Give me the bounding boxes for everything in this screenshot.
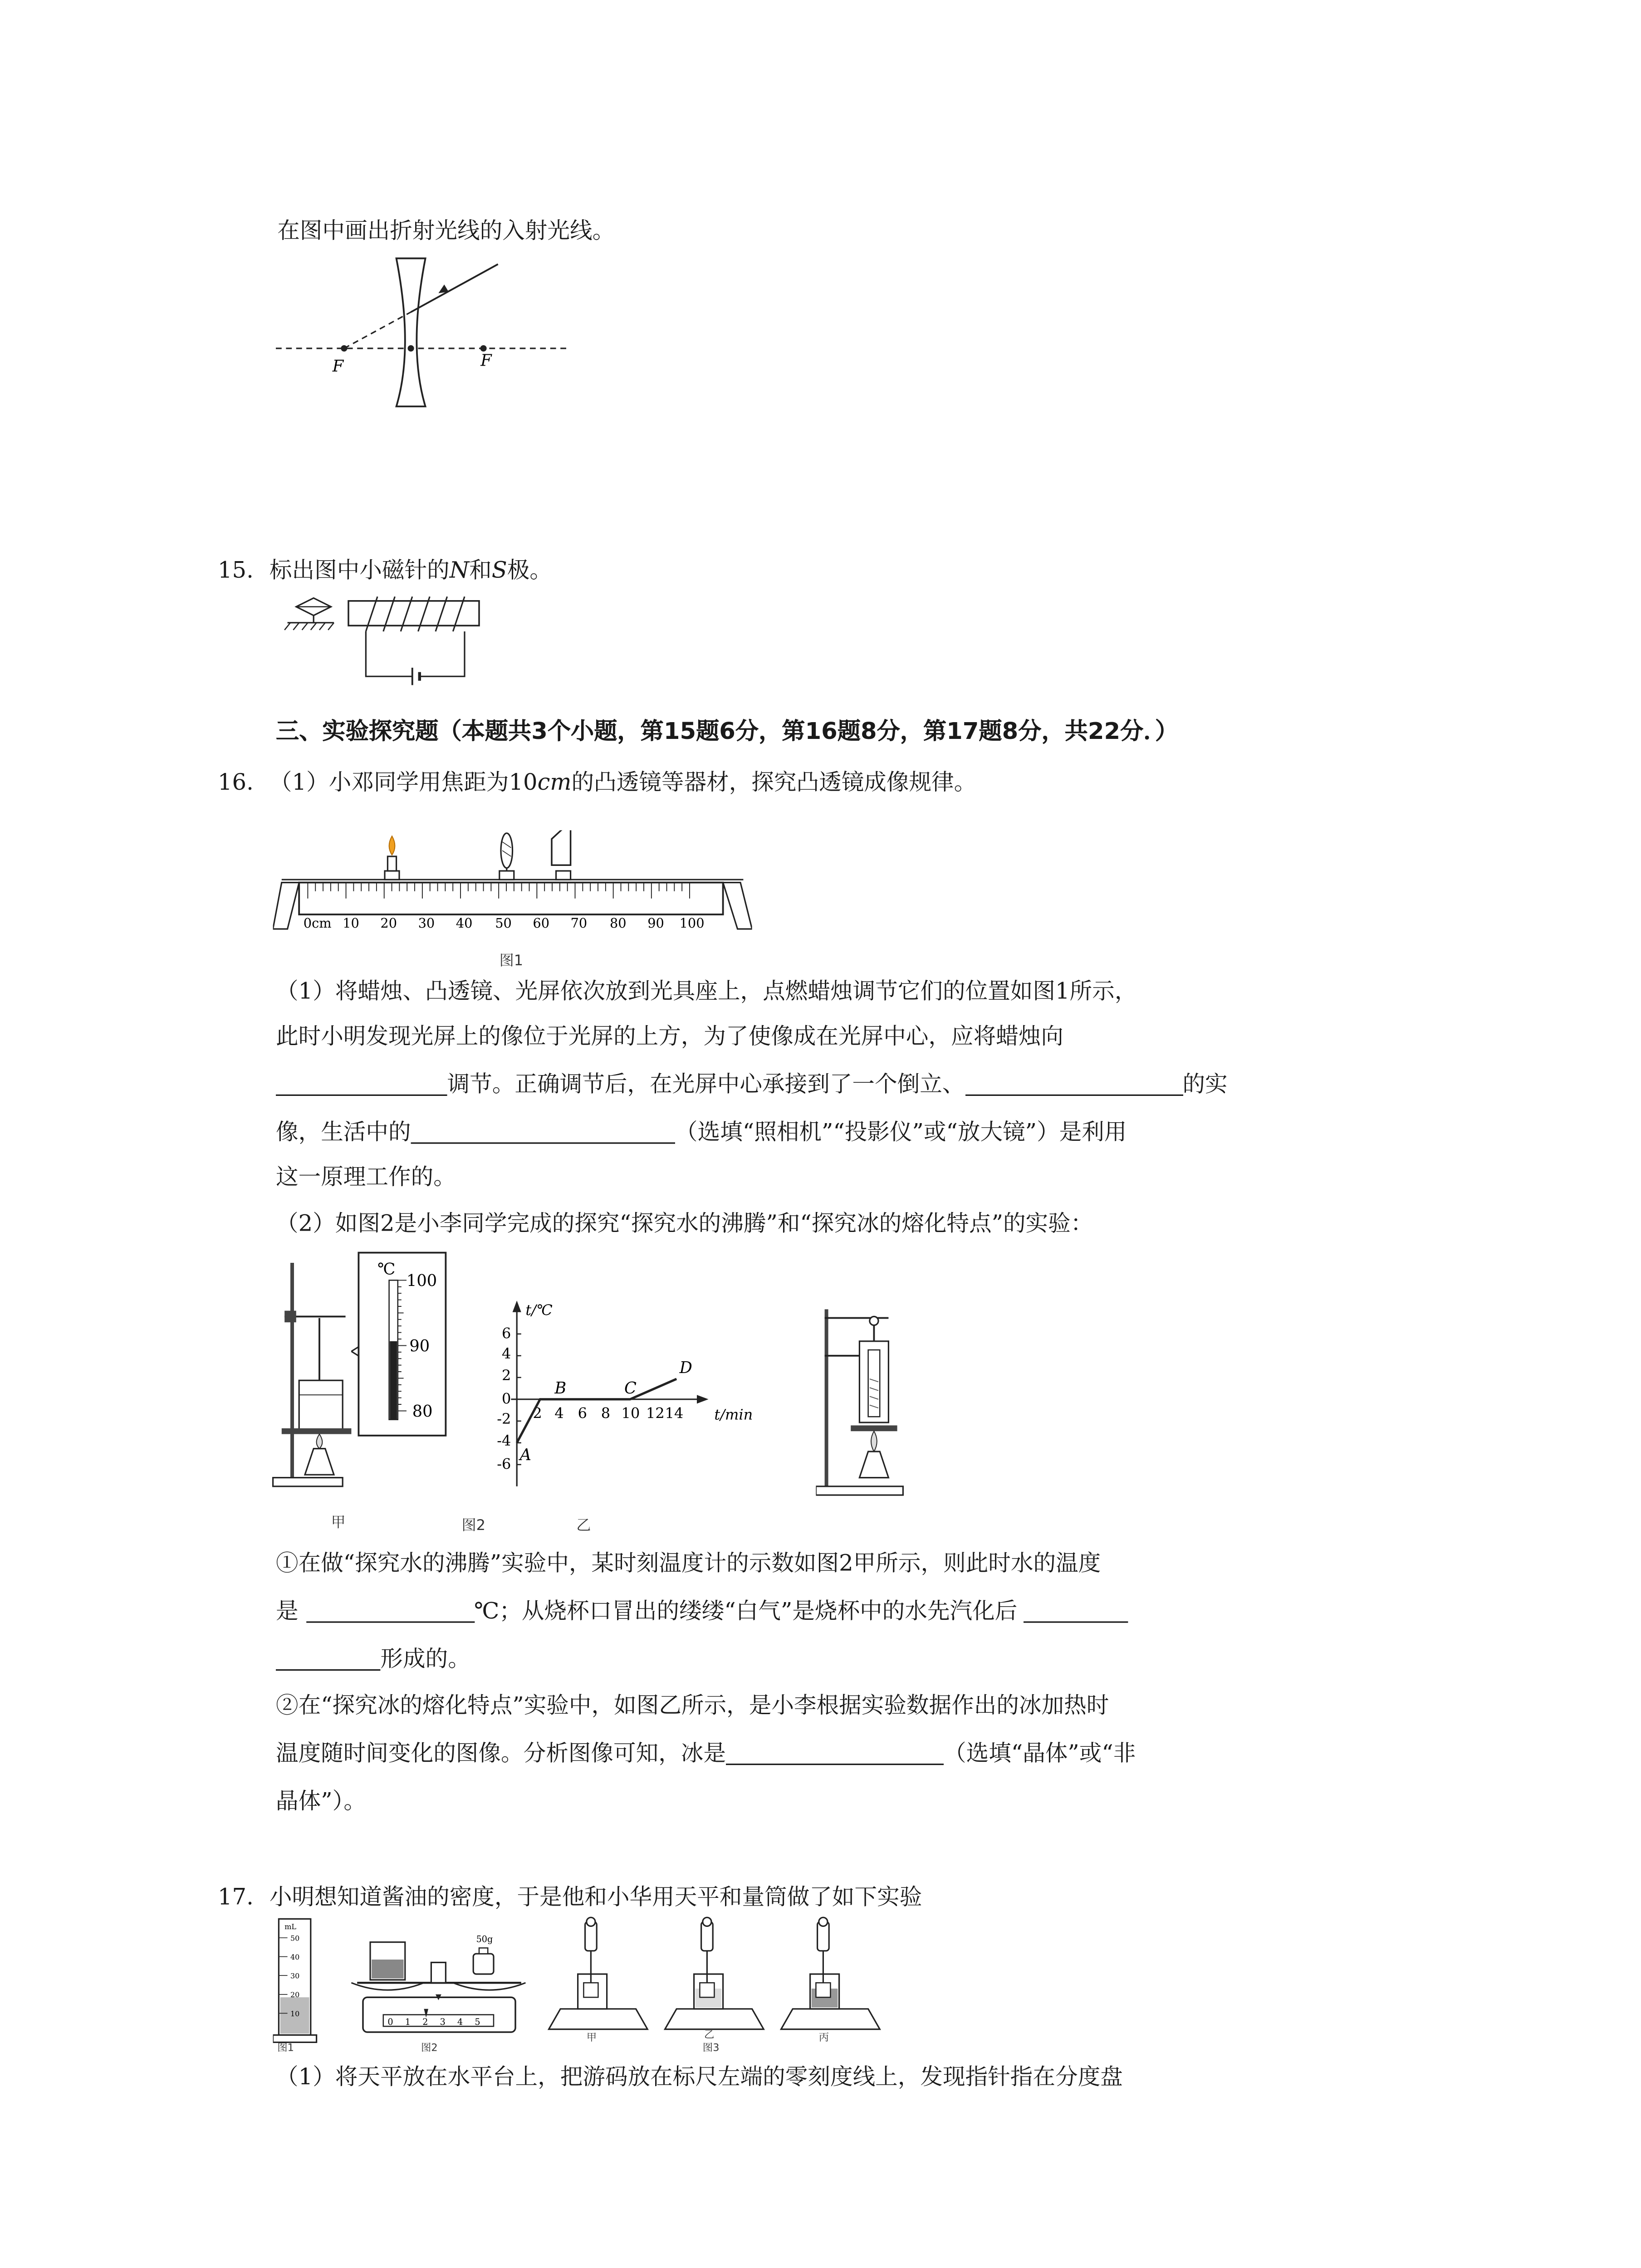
beaker <box>299 1380 343 1431</box>
q17-prompt-line <box>218 1881 922 1913</box>
setup-jia <box>549 1917 648 2029</box>
q16-p1-line4: 像，生活中的 （选填“照相机”“投影仪”或“放大镜”）是利用 <box>276 1119 1127 1145</box>
svg-text:40: 40 <box>290 1953 300 1961</box>
svg-text:60: 60 <box>533 915 550 931</box>
focus-left-dot <box>341 345 347 352</box>
svg-text:10: 10 <box>290 2009 300 2018</box>
q17-fig3-label: 图3 <box>702 2042 720 2054</box>
svg-text:100: 100 <box>407 1271 437 1290</box>
y-tick-labels <box>497 1325 511 1472</box>
focus-right-label: F <box>480 351 492 370</box>
ice-melting-apparatus <box>816 1306 917 1498</box>
svg-text:-4: -4 <box>497 1432 511 1450</box>
svg-text:0cm: 0cm <box>303 915 332 931</box>
optical-bench-figure <box>273 830 752 961</box>
balance-pillar <box>431 1962 446 1983</box>
svg-text:2: 2 <box>533 1404 542 1422</box>
circuit-wire-left <box>366 631 412 676</box>
q17-fig1-label: 图1 <box>277 2042 294 2054</box>
svg-text:-6: -6 <box>497 1455 511 1473</box>
svg-text:4: 4 <box>457 2017 463 2027</box>
svg-text:0: 0 <box>502 1390 511 1408</box>
graduated-cylinder <box>273 1916 319 2047</box>
bench-left-leg <box>273 883 299 929</box>
fig2-caption: 图2 <box>461 1518 485 1535</box>
svg-text:12: 12 <box>646 1404 665 1422</box>
q17-number: 17. <box>218 1884 254 1911</box>
x-tick-labels <box>533 1404 683 1422</box>
q17-yi-label: 乙 <box>704 2029 715 2041</box>
spring-balance-figure <box>546 1916 882 2041</box>
q16-p2-line1: （2）如图2是小李同学完成的探究“探究水的沸腾”和“探究冰的熔化特点”的实验： <box>276 1210 1093 1237</box>
n-pole-label: N <box>449 557 470 584</box>
extension-line <box>344 312 411 348</box>
svg-text:5: 5 <box>475 2017 480 2027</box>
q16-s1-line1: ①在做“探究水的沸腾”实验中，某时刻温度计的示数如图2甲所示，则此时水的温度 <box>276 1550 1101 1577</box>
concave-lens <box>397 259 426 406</box>
section3-heading: 三、实验探究题（本题共3个小题，第15题6分，第16题8分，第17题8分，共22分．） <box>276 717 1179 745</box>
svg-text:1: 1 <box>405 2017 411 2027</box>
blank-crystal-type[interactable] <box>726 1740 944 1765</box>
ice-melting-graph <box>485 1298 775 1489</box>
q16-s1-line3: 形成的。 <box>276 1643 470 1675</box>
svg-text:20: 20 <box>380 915 397 931</box>
alcohol-lamp <box>305 1449 334 1475</box>
svg-text:0: 0 <box>387 2017 393 2027</box>
blank-candle-direction[interactable] <box>276 1071 447 1096</box>
q17-bing-label: 丙 <box>818 2032 829 2044</box>
svg-text:14: 14 <box>665 1404 684 1422</box>
bench-right-leg <box>723 883 752 929</box>
convex-lens <box>500 833 514 880</box>
svg-text:50: 50 <box>290 1934 300 1943</box>
light-screen <box>552 830 571 880</box>
q16-s2-line2: 温度随时间变化的图像。分析图像可知，冰是 （选填“晶体”或“非 <box>276 1740 1136 1767</box>
alcohol-lamp-2 <box>859 1452 888 1478</box>
thermometer-unit: ℃ <box>377 1260 396 1279</box>
q17-jia-label: 甲 <box>586 2032 597 2044</box>
q15-number: 15. <box>218 557 254 584</box>
fig2-label-jia: 甲 <box>331 1515 346 1531</box>
svg-text:4: 4 <box>554 1404 564 1422</box>
point-d-label: D <box>679 1359 692 1378</box>
refracted-ray <box>411 264 498 312</box>
setup-bing <box>781 1917 880 2029</box>
blank-state-change-part1[interactable] <box>1023 1598 1127 1623</box>
cylinder-unit: mL <box>284 1922 296 1931</box>
q16-s2-line3: 晶体”）。 <box>276 1788 366 1814</box>
q16-s2-line1: ②在“探究冰的熔化特点”实验中，如图乙所示，是小李根据实验数据作出的冰加热时 <box>276 1692 1109 1719</box>
svg-text:6: 6 <box>502 1325 511 1342</box>
thermometer-zoom <box>357 1251 447 1437</box>
svg-text:30: 30 <box>290 1971 300 1980</box>
q16-p1-line1: （1）将蜡烛、凸透镜、光屏依次放到光具座上，点燃蜡烛调节它们的位置如图1所示， <box>276 978 1137 1005</box>
bench-scale-labels <box>304 915 705 931</box>
q14-prompt: 在图中画出折射光线的入射光线。 <box>277 218 615 244</box>
fig2-label-yi: 乙 <box>576 1518 591 1535</box>
weight-50g <box>473 1954 494 1974</box>
stand-rod-2 <box>825 1309 828 1489</box>
point-a-label: A <box>519 1446 532 1465</box>
svg-text:30: 30 <box>418 915 435 931</box>
svg-text:2: 2 <box>502 1367 511 1384</box>
blank-optical-device[interactable] <box>411 1119 675 1144</box>
blank-image-size[interactable] <box>965 1071 1182 1096</box>
svg-text:8: 8 <box>601 1404 611 1422</box>
candle-flame <box>389 836 395 855</box>
stand-rod <box>290 1263 294 1483</box>
svg-text:2: 2 <box>422 2017 428 2027</box>
svg-text:70: 70 <box>570 915 588 931</box>
focus-right-dot <box>480 345 487 352</box>
q16-p1-line3: 调节。正确调节后，在光屏中心承接到了一个倒立、 的实 <box>276 1068 1228 1100</box>
svg-text:10: 10 <box>621 1404 640 1422</box>
q17-fig2-label: 图2 <box>421 2042 438 2054</box>
optical-center-dot <box>408 345 414 352</box>
q16-s1-line2: 是 ℃；从烧杯口冒出的缕缕“白气”是烧杯中的水先汽化后 <box>276 1595 1128 1627</box>
circuit-wire-right <box>420 631 465 676</box>
svg-text:100: 100 <box>679 915 705 931</box>
q16-number: 16. <box>218 769 254 796</box>
ray-arrow <box>438 284 448 293</box>
s-pole-label: S <box>491 557 507 584</box>
wire-gauze <box>282 1428 352 1434</box>
focus-left-label: F <box>332 357 344 376</box>
svg-text:90: 90 <box>647 915 664 931</box>
candle <box>385 836 399 880</box>
solenoid-figure <box>276 592 494 687</box>
svg-text:6: 6 <box>578 1404 587 1422</box>
right-pan <box>453 1983 525 1990</box>
concave-lens-figure <box>269 247 581 414</box>
left-pan <box>351 1983 424 1990</box>
x-axis-label: t/min <box>714 1406 753 1423</box>
svg-text:10: 10 <box>343 915 359 931</box>
svg-text:-2: -2 <box>497 1410 511 1428</box>
ground-hatch <box>284 623 334 630</box>
q16-intro: 16. （1）小邓同学用焦距为10cm的凸透镜等器材，探究凸透镜成像规律。 <box>218 769 977 796</box>
blank-state-change-part2[interactable] <box>276 1646 380 1671</box>
balance-figure <box>348 1925 530 2041</box>
svg-text:20: 20 <box>290 1990 300 1999</box>
q16-p1-line5: 这一原理工作的。 <box>276 1164 456 1190</box>
svg-text:40: 40 <box>456 915 473 931</box>
weight-label: 50g <box>476 1934 493 1945</box>
point-b-label: B <box>554 1379 567 1398</box>
y-axis-label: t/℃ <box>525 1301 553 1319</box>
svg-text:80: 80 <box>412 1402 433 1421</box>
svg-text:50: 50 <box>495 915 512 931</box>
q17-p1-line1: （1）将天平放在水平台上，把游码放在标尺左端的零刻度线上，发现指针指在分度盘 <box>276 2064 1123 2090</box>
q17-prompt: 小明想知道酱油的密度，于是他和小华用天平和量筒做了如下实验 <box>269 1884 922 1911</box>
svg-text:80: 80 <box>610 915 627 931</box>
q16-p1-line2: 此时小明发现光屏上的像位于光屏的上方，为了使像成在光屏中心，应将蜡烛向 <box>276 1023 1064 1050</box>
stand-base <box>273 1478 343 1486</box>
thermometer-liquid <box>390 1341 397 1420</box>
fig1-caption: 图1 <box>499 953 524 970</box>
setup-yi <box>665 1917 764 2029</box>
svg-text:90: 90 <box>409 1337 430 1356</box>
svg-text:4: 4 <box>502 1345 511 1363</box>
blank-water-temperature[interactable] <box>306 1598 474 1623</box>
svg-text:3: 3 <box>440 2017 446 2027</box>
q15-prompt: 15. 标出图中小磁针的N和S极。 <box>218 557 553 584</box>
point-c-label: C <box>624 1379 637 1398</box>
